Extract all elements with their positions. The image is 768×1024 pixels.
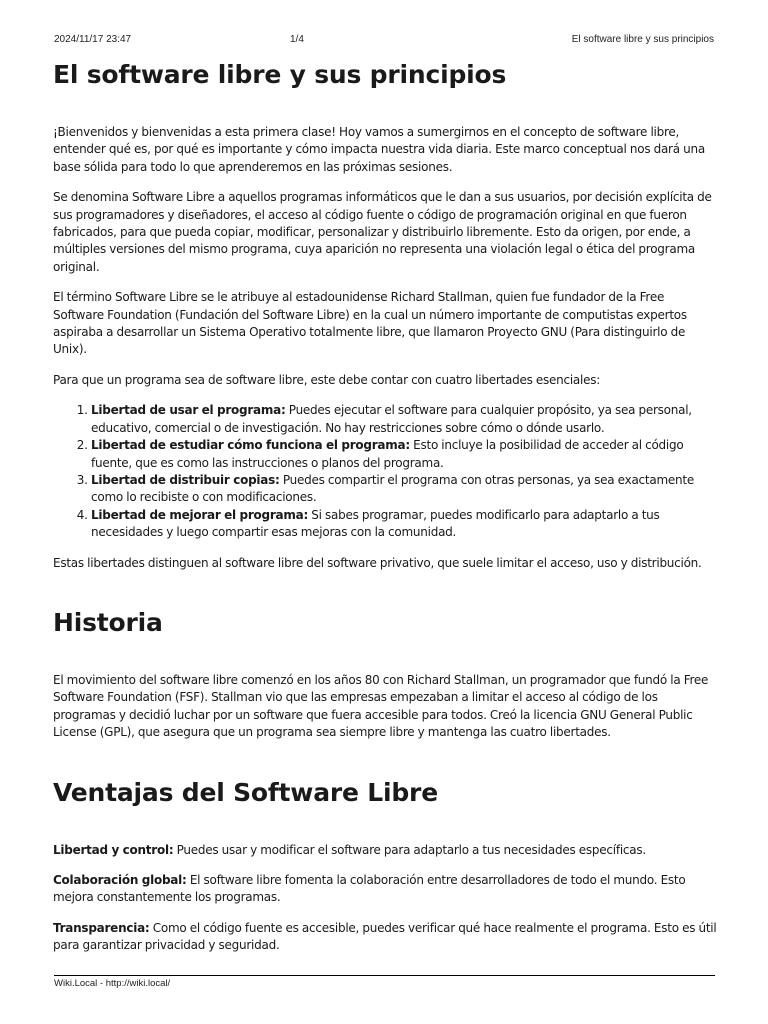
freedom-text: Esto incluye la posibilidad de acceder al código fuente, que es como las instrucciones o planos del programa.: [91, 438, 684, 470]
ventaja-item: [53, 920, 717, 955]
article-content: [53, 58, 717, 968]
page-title: El software libre y sus principios: [53, 60, 507, 89]
list-item: [91, 437, 717, 472]
header-doc-title: El software libre y sus principios: [571, 34, 714, 45]
freedoms-list: [53, 402, 717, 541]
freedom-label: Libertad de usar el programa:: [91, 403, 286, 418]
intro-paragraph-welcome: ¡Bienvenidos y bienvenidas a esta primera clase! Hoy vamos a sumergirnos en el concepto de software libre, entender qué es, por qué es importante y cómo impacta nuestra vida diaria. Este marco conceptual nos dará una base sólida para todo lo que aprenderemos en las próximas sesiones.: [53, 125, 705, 174]
footer-text: Wiki.Local - http://wiki.local/: [54, 978, 171, 989]
freedom-text: Si sabes programar, puedes modificarlo para adaptarlo a tus necesidades y luego compartir esas mejoras con la comunidad.: [91, 507, 660, 540]
section-heading-ventajas: Ventajas del Software Libre: [53, 777, 438, 807]
list-item: [91, 472, 717, 507]
historia-paragraph: El movimiento del software libre comenzó en los años 80 con Richard Stallman, un programador que fundó la Free Software Foundation (FSF). Stallman vio que las empresas empezaban a limitar el acceso al código de los programas y decidió luchar por un software que fuera accesible para todos. Creó la licencia GNU General Public License (GPL), que asegura que un programa sea siempre libre y mantenga las cuatro libertades.: [53, 672, 709, 740]
ventaja-text: El software libre fomenta la colaboración entre desarrolladores de todo el mundo. Esto mejora constantemente los programas.: [53, 872, 686, 905]
section-heading-historia: Historia: [53, 607, 163, 637]
print-date: 2024/11/17 23:47: [54, 34, 132, 45]
ventaja-item: [53, 842, 717, 859]
ventaja-label: Libertad y control:: [53, 842, 174, 857]
list-item: [91, 507, 717, 542]
print-header: [54, 34, 714, 48]
intro-paragraph-freedoms-lead: Para que un programa sea de software libre, este debe contar con cuatro libertades esenciales:: [53, 372, 601, 387]
ventaja-label: Colaboración global:: [53, 872, 187, 887]
ventaja-label: Transparencia:: [53, 920, 150, 935]
freedom-label: Libertad de mejorar el programa:: [91, 507, 309, 522]
ventaja-text: Puedes usar y modificar el software para adaptarlo a tus necesidades específicas.: [173, 842, 646, 857]
freedom-label: Libertad de distribuir copias:: [91, 472, 280, 487]
page-number: 1/4: [290, 34, 304, 45]
intro-paragraph-conclusion: Estas libertades distinguen al software libre del software privativo, que suele limitar el acceso, uso y distribución.: [53, 555, 702, 570]
intro-paragraph-stallman: El término Software Libre se le atribuye al estadounidense Richard Stallman, quien fue fundador de la Free Software Foundation (Fundación del Software Libre) en la cual un número importante de computistas expertos aspiraba a desarrollar un Sistema Operativo totalmente libre, que llamaron Proyecto GNU (Para distinguirlo de Unix).: [53, 290, 687, 357]
ventaja-item: [53, 872, 717, 907]
freedom-label: Libertad de estudiar cómo funciona el programa:: [91, 438, 410, 453]
list-item: [91, 402, 717, 437]
ventaja-text: Como el código fuente es accesible, puedes verificar qué hace realmente el programa. Esto es útil para garantizar privacidad y seguridad.: [53, 920, 717, 953]
print-footer: [54, 975, 715, 989]
intro-paragraph-definition: Se denomina Software Libre a aquellos programas informáticos que le dan a sus usuarios, por decisión explícita de sus programadores y diseñadores, el acceso al código fuente o código de programación original en que fueron fabricados, para que pueda copiar, modificar, personalizar y distribuirlo libremente. Esto da origen, por ende, a múltiples versiones del mismo programa, cuya aparición no representa una violación legal o ética del programa original.: [53, 190, 712, 274]
freedom-text: Puedes ejecutar el software para cualquier propósito, ya sea personal, educativo, comercial o de investigación. No hay restricciones sobre cómo o dónde usarlo.: [91, 403, 692, 435]
freedom-text: Puedes compartir el programa con otras personas, ya sea exactamente como lo recibiste o con modificaciones.: [91, 472, 694, 505]
